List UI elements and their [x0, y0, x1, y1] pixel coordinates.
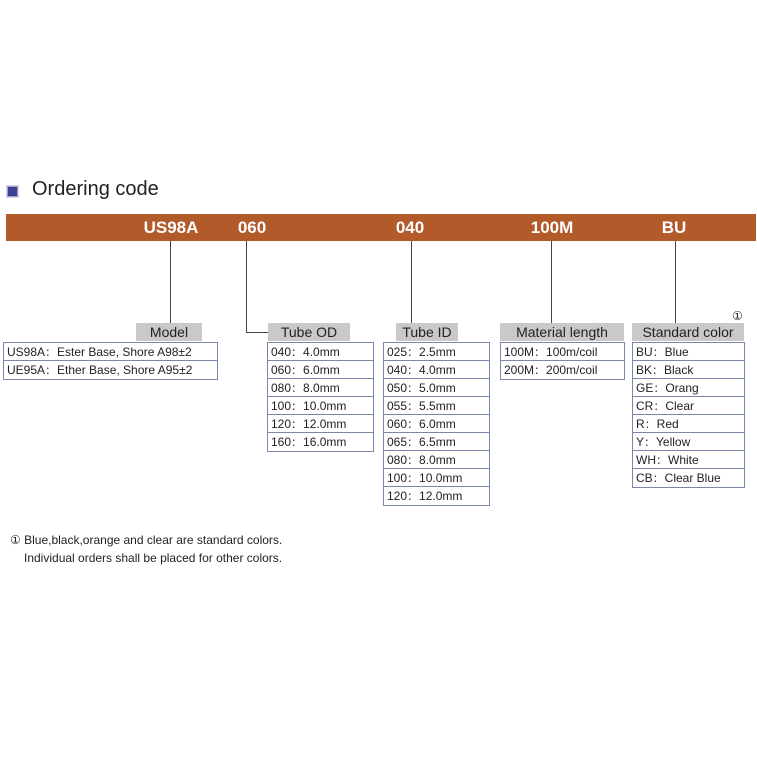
- bullet-square-icon: [7, 186, 18, 197]
- code-material-length: 100M: [530, 218, 574, 237]
- connector-material-length: [551, 241, 552, 323]
- tube-od-row: 100：10.0mm: [268, 397, 373, 415]
- ordering-code-bar: [6, 214, 756, 241]
- code-tube-id: 040: [395, 218, 425, 237]
- connector-tube-od-horizontal: [246, 332, 268, 333]
- standard-color-row: CR：Clear: [633, 397, 744, 415]
- material-length-row: 200M：200m/coil: [504, 363, 598, 377]
- tube-od-row: 080：8.0mm: [268, 379, 373, 397]
- footnote-line-1: [10, 531, 282, 549]
- material-length-table: [500, 342, 625, 380]
- tube-id-table: [383, 342, 490, 506]
- tube-od-header: Tube OD: [268, 323, 350, 341]
- footnote-marker: ①: [10, 533, 21, 547]
- connector-standard-color: [675, 241, 676, 323]
- standard-color-row: BU：Blue: [633, 343, 744, 361]
- code-standard-color: BU: [661, 218, 687, 237]
- tube-od-row: 160：16.0mm: [271, 435, 347, 449]
- model-row: US98A：Ester Base, Shore A98±2: [4, 343, 217, 361]
- connector-model: [170, 241, 171, 323]
- tube-id-row: 050：5.0mm: [384, 379, 489, 397]
- standard-color-row: BK：Black: [633, 361, 744, 379]
- tube-id-row: 100：10.0mm: [384, 469, 489, 487]
- code-model: US98A: [143, 218, 199, 237]
- tube-id-row: 040：4.0mm: [384, 361, 489, 379]
- model-table: [3, 342, 218, 380]
- material-length-header: Material length: [500, 323, 624, 341]
- standard-color-header: Standard color: [632, 323, 744, 341]
- standard-color-row: Y：Yellow: [633, 433, 744, 451]
- tube-od-row: 120：12.0mm: [268, 415, 373, 433]
- section-title: Ordering code: [32, 178, 159, 200]
- tube-od-row: 040：4.0mm: [268, 343, 373, 361]
- tube-id-row: 120：12.0mm: [387, 489, 463, 503]
- standard-color-table: [632, 342, 745, 488]
- tube-id-row: 055：5.5mm: [384, 397, 489, 415]
- footnote: [10, 531, 282, 567]
- standard-color-row: WH：White: [633, 451, 744, 469]
- footnote-text-1: Blue,black,orange and clear are standard colors.: [24, 533, 283, 547]
- standard-color-row: CB：Clear Blue: [636, 471, 721, 485]
- tube-id-row: 025：2.5mm: [384, 343, 489, 361]
- standard-color-row: GE：Orang: [633, 379, 744, 397]
- model-header: Model: [136, 323, 202, 341]
- tube-id-row: 080：8.0mm: [384, 451, 489, 469]
- standard-color-note-marker: ①: [732, 309, 743, 323]
- standard-color-row: R：Red: [633, 415, 744, 433]
- tube-id-row: 060：6.0mm: [384, 415, 489, 433]
- tube-od-table: [267, 342, 374, 452]
- material-length-row: 100M：100m/coil: [501, 343, 624, 361]
- footnote-line-2: Individual orders shall be placed for other colors.: [24, 551, 283, 565]
- connector-tube-od-vertical: [246, 241, 247, 333]
- code-tube-od: 060: [237, 218, 267, 237]
- model-row: UE95A：Ether Base, Shore A95±2: [7, 363, 193, 377]
- connector-tube-id: [411, 241, 412, 323]
- tube-id-header: Tube ID: [396, 323, 458, 341]
- tube-od-row: 060：6.0mm: [268, 361, 373, 379]
- tube-id-row: 065：6.5mm: [384, 433, 489, 451]
